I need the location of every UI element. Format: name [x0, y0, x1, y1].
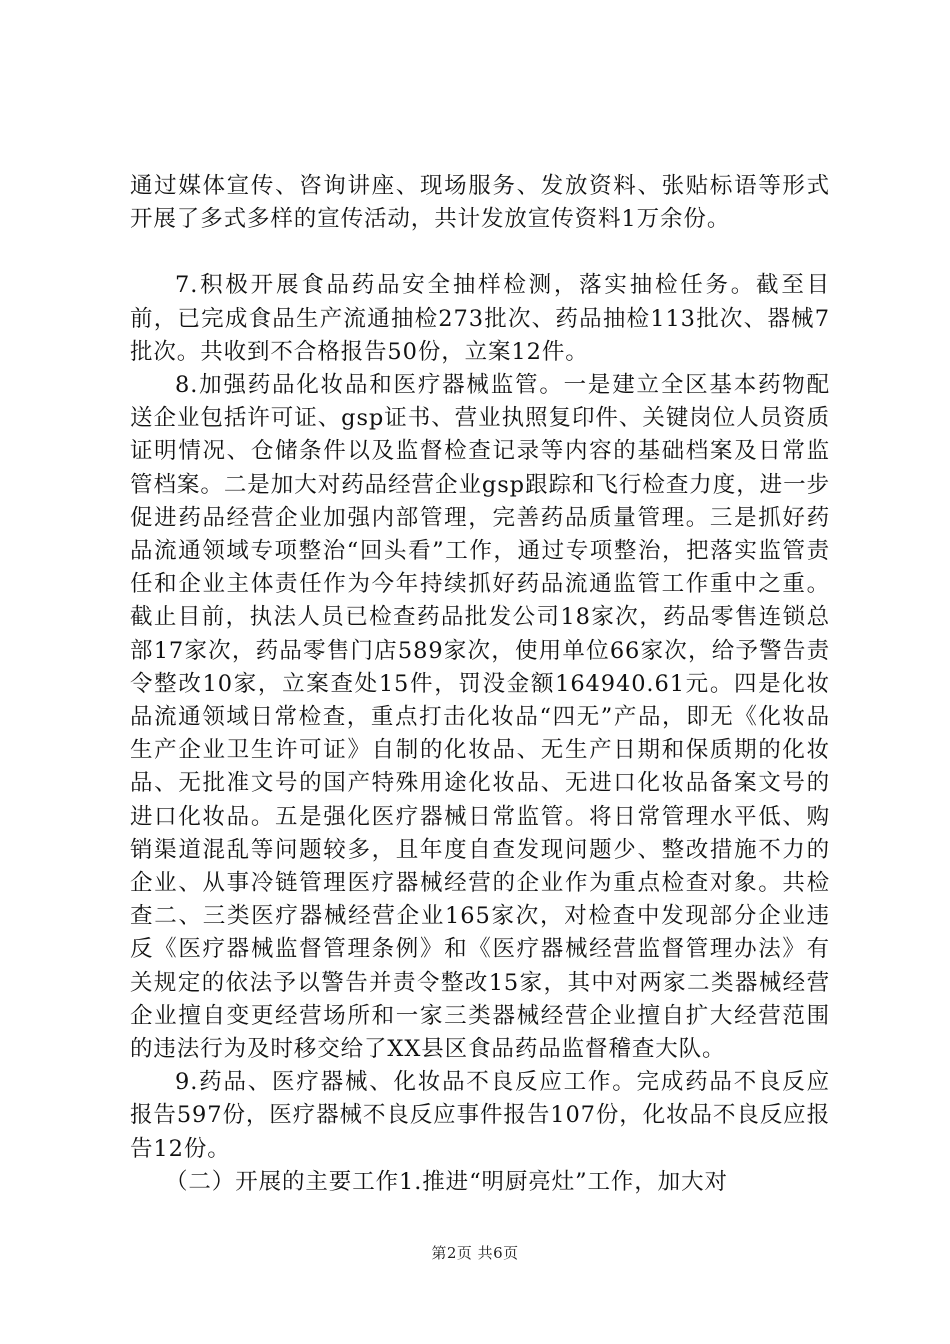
paragraph-publicity-continuation: 通过媒体宣传、咨询讲座、现场服务、发放资料、张贴标语等形式开展了多式多样的宣传活动，共计发放宣传资料1万余份。	[130, 173, 830, 233]
paragraph-item-7-sampling: 7.积极开展食品药品安全抽样检测，落实抽检任务。截至目前，已完成食品生产流通抽检273批次、药品抽检113批次、器械7批次。共收到不合格报告50份，立案12件。	[130, 272, 830, 365]
paragraph-item-8-supervision: 8.加强药品化妆品和医疗器械监管。一是建立全区基本药物配送企业包括许可证、gsp证书、营业执照复印件、关键岗位人员资质证明情况、仓储条件以及监督检查记录等内容的基础档案及日常监管档案。二是加大对药品经营企业gsp跟踪和飞行检查力度，进一步促进药品经营企业加强内部管理，完善药品质量管理。三是抓好药品流通领域专项整治“回头看”工作，通过专项整治，把落实监管责任和企业主体责任作为今年持续抓好药品流通监管工作重中之重。截止目前，执法人员已检查药品批发公司18家次，药品零售连锁总部17家次，药品零售门店589家次，使用单位66家次，给予警告责令整改10家，立案查处15件，罚没金额164940.61元。四是化妆品流通领域日常检查，重点打击化妆品“四无”产品，即无《化妆品生产企业卫生许可证》自制的化妆品、无生产日期和保质期的化妆品、无批准文号的国产特殊用途化妆品、无进口化妆品备案文号的进口化妆品。五是强化医疗器械日常监管。将日常管理水平低、购销渠道混乱等问题较多，且年度自查发现问题少、整改措施不力的企业、从事冷链管理医疗器械经营的企业作为重点检查对象。共检查二、三类医疗器械经营企业165家次，对检查中发现部分企业违反《医疗器械监督管理条例》和《医疗器械经营监督管理办法》有关规定的依法予以警告并责令整改15家，其中对两家二类器械经营企业擅自变更经营场所和一家三类器械经营企业擅自扩大经营范围的违法行为及时移交给了XX县区食品药品监督稽查大队。	[130, 372, 830, 1063]
paragraph-item-9-adverse-reactions: 9.药品、医疗器械、化妆品不良反应工作。完成药品不良反应报告597份，医疗器械不良反应事件报告107份，化妆品不良反应报告12份。	[130, 1069, 830, 1162]
page-number-footer: 第2页 共6页	[431, 1244, 519, 1262]
document-body	[130, 170, 830, 1199]
paragraph-section-two-heading: （二）开展的主要工作1.推进“明厨亮灶”工作，加大对	[165, 1168, 728, 1195]
